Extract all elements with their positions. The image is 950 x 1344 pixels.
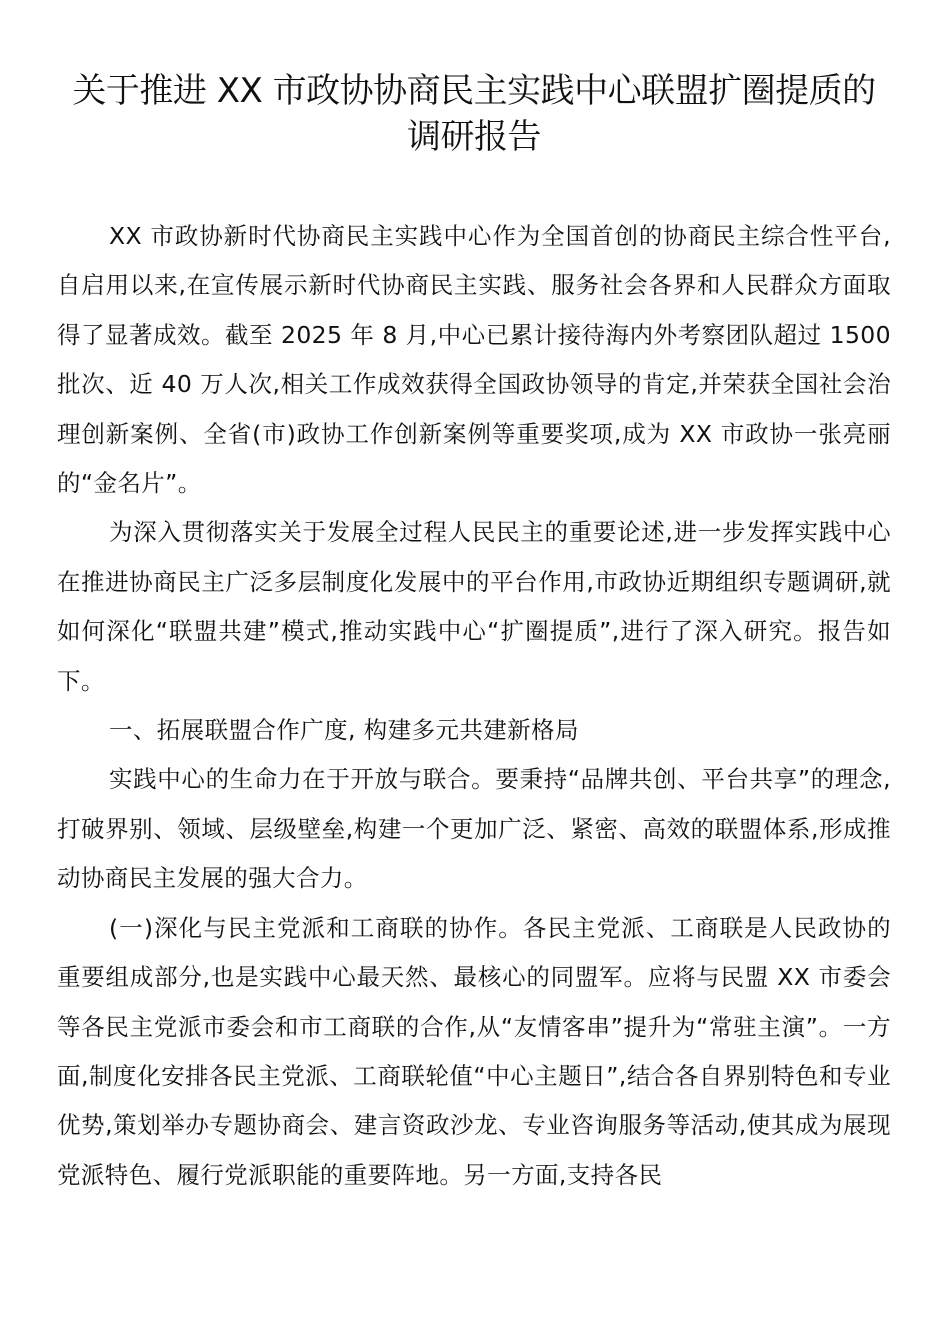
paragraph-subsection-1: (一)深化与民主党派和工商联的协作。各民主党派、工商联是人民政协的重要组成部分,也是实践中心最天然、最核心的同盟军。应将与民盟 XX 市委会等各民主党派市委会和市工商联的合作,从“友情客串”提升为“常驻主演”。一方面,制度化安排各民主党派、工商联轮值“中心主题日”,结合各自界别特色和专业优势,策划举办专题协商会、建言资政沙龙、专业咨询服务等活动,使其成为展现党派特色、履行党派职能的重要阵地。另一方面,支持各民 <box>57 913 891 1189</box>
document-title <box>57 68 891 160</box>
document-body <box>57 212 891 1200</box>
paragraph-intro: XX 市政协新时代协商民主实践中心作为全国首创的协商民主综合性平台,自启用以来,在宣传展示新时代协商民主实践、服务社会各界和人民群众方面取得了显著成效。截至 2025 年 8 月,中心已累计接待海内外考察团队超过 1500 批次、近 40 万人次,相关工作成效获得全国政协领导的肯定,并荣获全国社会治理创新案例、全省(市)政协工作创新案例等重要奖项,成为 XX 市政协一张亮丽的“金名片”。 <box>57 222 891 498</box>
document-title-line-2: 调研报告 <box>407 117 541 157</box>
paragraph-section-1-intro: 实践中心的生命力在于开放与联合。要秉持“品牌共创、平台共享”的理念,打破界别、领域、层级壁垒,构建一个更加广泛、紧密、高效的联盟体系,形成推动协商民主发展的强大合力。 <box>57 765 891 893</box>
section-heading-1: 一、拓展联盟合作广度, 构建多元共建新格局 <box>109 716 579 745</box>
paragraph-purpose: 为深入贯彻落实关于发展全过程人民民主的重要论述,进一步发挥实践中心在推进协商民主广泛多层制度化发展中的平台作用,市政协近期组织专题调研,就如何深化“联盟共建”模式,推动实践中心“扩圈提质”,进行了深入研究。报告如下。 <box>57 518 891 695</box>
document-title-line-1: 关于推进 XX 市政协协商民主实践中心联盟扩圈提质的 <box>72 71 876 111</box>
document-page <box>57 68 891 1200</box>
